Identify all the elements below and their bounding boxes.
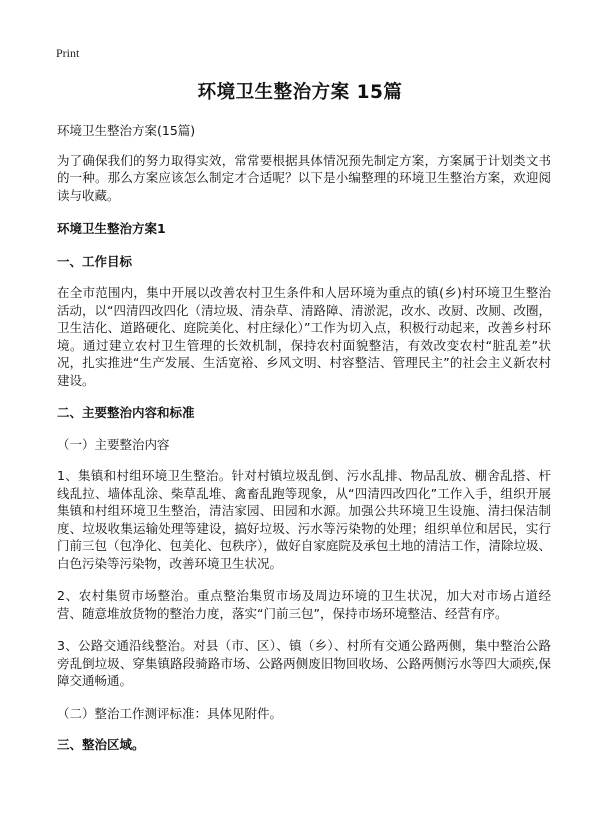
section-heading-content: 二、主要整治内容和标准 — [57, 405, 195, 420]
print-link[interactable]: Print — [56, 46, 80, 60]
subheading-standards: （二）整治工作测评标准：具体见附件。 — [57, 705, 283, 721]
page-title: 环境卫生整治方案 15篇 — [197, 82, 403, 103]
subheading-main-content: （一）主要整治内容 — [57, 436, 170, 452]
content-item-3: 3、公路交通沿线整治。对县（市、区）、镇（乡）、村所有交通公路两侧，集中整治公路旁乱倒垃圾、穿集镇路段骑路市场、公路两侧废旧物回收场、公路两侧污水等四大顽疾,保障交通畅通。 — [57, 638, 551, 688]
section-heading-goals: 一、工作目标 — [57, 253, 133, 269]
document-heading: 环境卫生整治方案1 — [57, 221, 166, 236]
content-item-1: 1、集镇和村组环境卫生整治。针对村镇垃圾乱倒、污水乱排、物品乱放、棚舍乱搭、杆线乱拉、墙体乱涂、柴草乱堆、禽畜乱跑等现象，从“四清四改四化”工作入手，组织开展集镇和村组环境卫生整治，清洁家园、田园和水源。加强公共环境卫生设施、清扫保洁制度、垃圾收集运输处理等建设，搞好垃圾、污水等污染物的处理；组织单位和居民，实行门前三包（包净化、包美化、包秩序），做好自家庭院及承包土地的清洁工作，清除垃圾、白色污染等污染物，改善环境卫生状况。 — [57, 468, 551, 571]
document-body — [57, 122, 551, 768]
intro-paragraph: 为了确保我们的努力取得实效，常常要根据具体情况预先制定方案，方案属于计划类文书的一种。那么方案应该怎么制定才合适呢？以下是小编整理的环境卫生整治方案，欢迎阅读与收藏。 — [57, 152, 551, 203]
document-subtitle: 环境卫生整治方案(15篇) — [57, 123, 196, 138]
section-heading-areas: 三、整治区域。 — [57, 737, 145, 752]
goals-paragraph: 在全市范围内，集中开展以改善农村卫生条件和人居环境为重点的镇(乡)村环境卫生整治活动，以“四清四改四化（清垃圾、清杂草、清路障、清淤泥，改水、改厨、改厕、改圈，卫生洁化、道路硬化、庭院美化、村庄绿化）”工作为切入点，积极行动起来，改善乡村环境。通过建立农村卫生管理的长效机制，保持农村面貌整洁，有效改变农村“脏乱差”状况，扎实推进“生产发展、生活宽裕、乡风文明、村容整洁、管理民主”的社会主义新农村建设。 — [57, 285, 551, 388]
content-item-2: 2、农村集贸市场整治。重点整治集贸市场及周边环境的卫生状况，加大对市场占道经营、随意堆放货物的整治力度，落实“门前三包”，保持市场环境整洁、经营有序。 — [57, 588, 551, 621]
